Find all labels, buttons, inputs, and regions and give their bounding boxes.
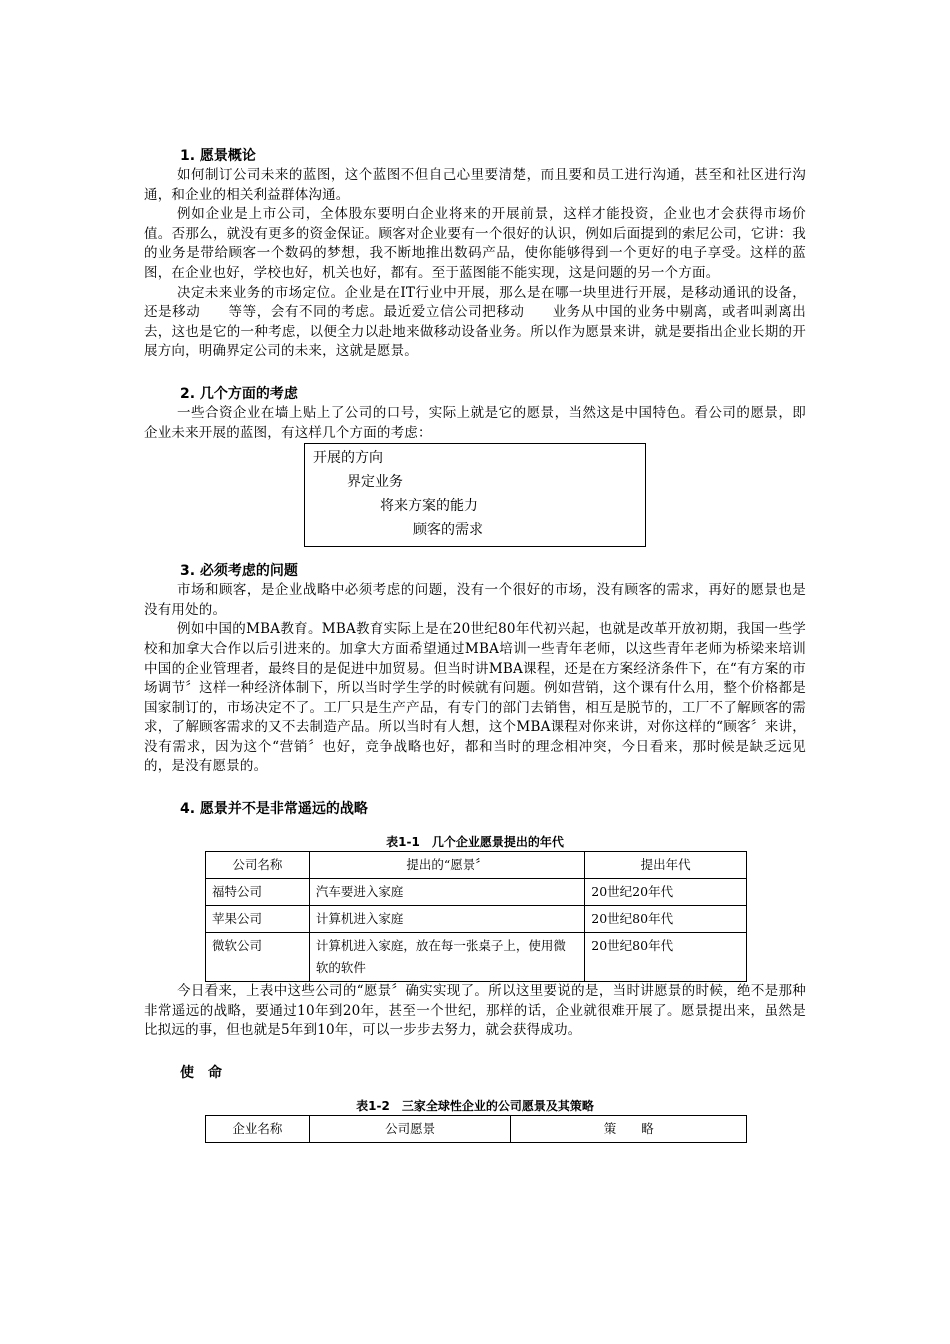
table-cell: 苹果公司 [206, 906, 310, 933]
paragraph: 决定未来业务的市场定位。企业是在IT行业中开展，那么是在哪一块里进行开展，是移动通讯的设备，还是移动 等等，会有不同的考虑。最近爱立信公司把移动 业务从中国的业务中剔离，或者叫剥离出去，这也是它的一种考虑，以便全力以赴地来做移动设备业务。所以作为愿景来讲，就是要指出企业长期的开展方向，明确界定公司的未来，这就是愿景。 [144, 284, 806, 360]
table-row [206, 879, 747, 906]
table-cell: 汽车要进入家庭 [309, 879, 584, 906]
table-caption: 表1-2 三家全球性企业的公司愿景及其策略 [356, 1098, 594, 1113]
table-header-cell: 提出年代 [585, 852, 747, 879]
paragraph: 今日看来，上表中这些公司的“愿景〞确实实现了。所以这里要说的是，当时讲愿景的时候，绝不是那种非常遥远的战略，要通过10年到20年，甚至一个世纪，那样的话，企业就很难开展了。愿景提出来，虽然是比拟远的事，但也就是5年到10年，可以一步步去努力，就会获得成功。 [144, 983, 806, 1039]
paragraph: 如何制订公司未来的蓝图，这个蓝图不但自己心里要清楚，而且要和员工进行沟通，甚至和社区进行沟通，和企业的相关利益群体沟通。 [144, 167, 806, 203]
table-cell: 20世纪80年代 [585, 906, 747, 933]
considerations-box [304, 443, 646, 547]
paragraph: 市场和顾客，是企业战略中必须考虑的问题，没有一个很好的市场，没有顾客的需求，再好的愿景也是没有用处的。 [144, 582, 806, 618]
table-cell: 20世纪20年代 [585, 879, 747, 906]
table-cell: 计算机进入家庭，放在每一张桌子上，使用微软的软件 [309, 933, 584, 982]
table-header-row [206, 852, 747, 879]
table-header-cell: 策 略 [511, 1115, 747, 1142]
table-caption: 表1-1 几个企业愿景提出的年代 [386, 835, 564, 850]
table-cell: 福特公司 [206, 879, 310, 906]
section-heading-must-consider: 3. 必须考虑的问题 [180, 563, 298, 580]
section-heading-not-distant: 4. 愿景并不是非常遥远的战略 [180, 801, 368, 818]
vision-years-table [205, 851, 747, 982]
table-header-row [206, 1115, 747, 1142]
paragraph: 一些合资企业在墙上贴上了公司的口号，实际上就是它的愿景，当然这是中国特色。看公司的愿景，即企业未来开展的蓝图，有这样几个方面的考虑： [144, 404, 806, 441]
table-row [206, 933, 747, 982]
section-heading-vision-overview: 1. 愿景概论 [180, 148, 256, 164]
box-item: 开展的方向 [313, 450, 383, 467]
vision-strategy-table [205, 1115, 747, 1143]
table-header-cell: 企业名称 [206, 1115, 310, 1142]
table-header-cell: 公司愿景 [309, 1115, 511, 1142]
paragraph: 例如企业是上市公司，全体股东要明白企业将来的开展前景，这样才能投资，企业也才会获得市场价值。否那么，就没有更多的资金保证。顾客对企业要有一个很好的认识，例如后面提到的索尼公司，它讲：我的业务是带给顾客一个数码的梦想，我不断地推出数码产品，使你能够得到一个更好的电子享受。这样的蓝图，在企业也好，学校也好，机关也好，都有。至于蓝图能不能实现，这是问题的另一个方面。 [144, 206, 806, 281]
table-header-cell: 提出的“愿景〞 [309, 852, 584, 879]
table-cell: 计算机进入家庭 [309, 906, 584, 933]
document-page [144, 146, 806, 1143]
table-cell: 20世纪80年代 [585, 933, 747, 982]
box-item: 界定业务 [347, 474, 403, 491]
section-heading-considerations: 2. 几个方面的考虑 [180, 385, 298, 402]
table-row [206, 906, 747, 933]
box-item: 将来方案的能力 [380, 498, 478, 515]
box-item: 顾客的需求 [413, 522, 483, 539]
paragraph: 例如中国的MBA教育。MBA教育实际上是在20世纪80年代初兴起，也就是改革开放初期，我国一些学校和加拿大合作以后引进来的。加拿大方面希望通过MBA培训一些青年老师，以这些青年老师为桥梁来培训中国的企业管理者，最终目的是促进中加贸易。但当时讲MBA课程，还是在方案经济条件下，在“有方案的市场调节〞这样一种经济体制下，所以当时学生学的时候就有问题。例如营销，这个课有什么用，整个价格都是国家制订的，市场决定不了。工厂只是生产产品，有专门的部门去销售，相互是脱节的，工厂不了解顾客的需求，了解顾客需求的又不去制造产品。所以当时有人想，这个MBA课程对你来讲，对你这样的“顾客〞来讲，没有需求，因为这个“营销〞也好，竞争战略也好，都和当时的理念相冲突，今日看来，那时候是缺乏远见的，是没有愿景的。 [144, 621, 806, 775]
table-header-cell: 公司名称 [206, 852, 310, 879]
section-heading-mission: 使 命 [180, 1064, 222, 1081]
table-cell: 微软公司 [206, 933, 310, 982]
